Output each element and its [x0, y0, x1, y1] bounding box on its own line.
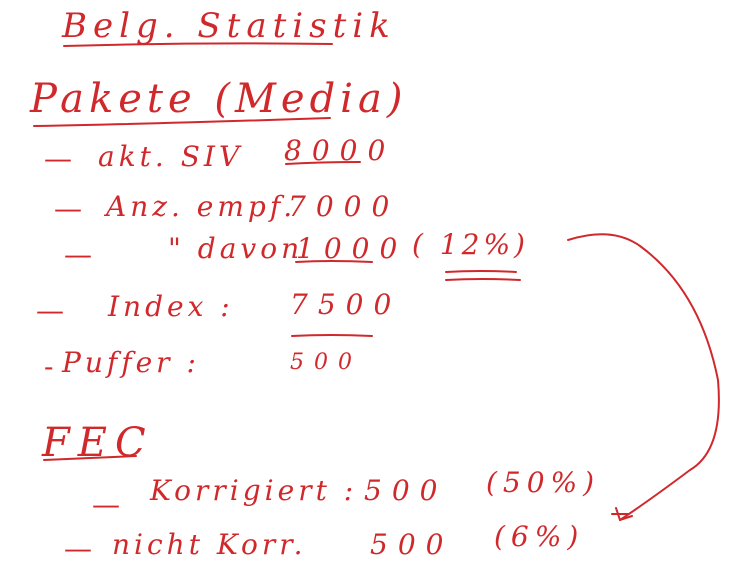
value-davon-underline	[296, 261, 372, 262]
row-dash: —	[44, 142, 74, 175]
row-dash: —	[54, 192, 84, 225]
row-label-index: Index :	[108, 290, 234, 323]
row-value-davon: 1000	[296, 232, 408, 265]
connector-arrow-line	[568, 234, 719, 520]
row-note-davon-percent: ( 12%)	[412, 228, 529, 261]
row-dash: —	[64, 532, 94, 565]
row-label-anz-empf: Anz. empf.	[106, 190, 297, 223]
title-underline	[64, 43, 332, 46]
row-value-korrigiert: 500	[364, 474, 448, 507]
row-label-korrigiert: Korrigiert :	[150, 474, 358, 507]
row-value-anz-empf: 7000	[288, 190, 400, 223]
row-label-akt-siv: akt. SIV	[98, 140, 244, 173]
row-label-nicht-korr: nicht Korr.	[112, 528, 307, 561]
row-note-nicht-korr-percent: (6%)	[494, 520, 585, 553]
row-label-puffer: Puffer :	[62, 346, 200, 379]
row-dash: —	[92, 488, 122, 521]
row-value-index: 7500	[290, 288, 402, 321]
percent-double-underline-2	[446, 279, 520, 280]
row-value-akt-siv: 8000	[284, 134, 396, 167]
row-value-nicht-korr: 500	[370, 528, 454, 561]
value-akt-siv-underline	[286, 162, 360, 164]
value-index-underline	[292, 335, 372, 336]
row-dash: -	[44, 350, 56, 383]
page-title: Belg. Statistik	[62, 6, 396, 46]
heading-fec-underline	[44, 456, 136, 460]
row-dash: —	[64, 238, 94, 271]
row-value-puffer: 500	[290, 350, 362, 375]
heading-pakete-underline	[34, 118, 330, 126]
section-heading-pakete: Pakete (Media)	[30, 76, 408, 122]
row-note-korrigiert-percent: (50%)	[486, 466, 601, 499]
row-label-davon: " davon	[168, 232, 304, 265]
percent-double-underline-1	[446, 271, 516, 272]
section-heading-fec: FEC	[42, 420, 154, 466]
row-dash: —	[36, 294, 66, 327]
